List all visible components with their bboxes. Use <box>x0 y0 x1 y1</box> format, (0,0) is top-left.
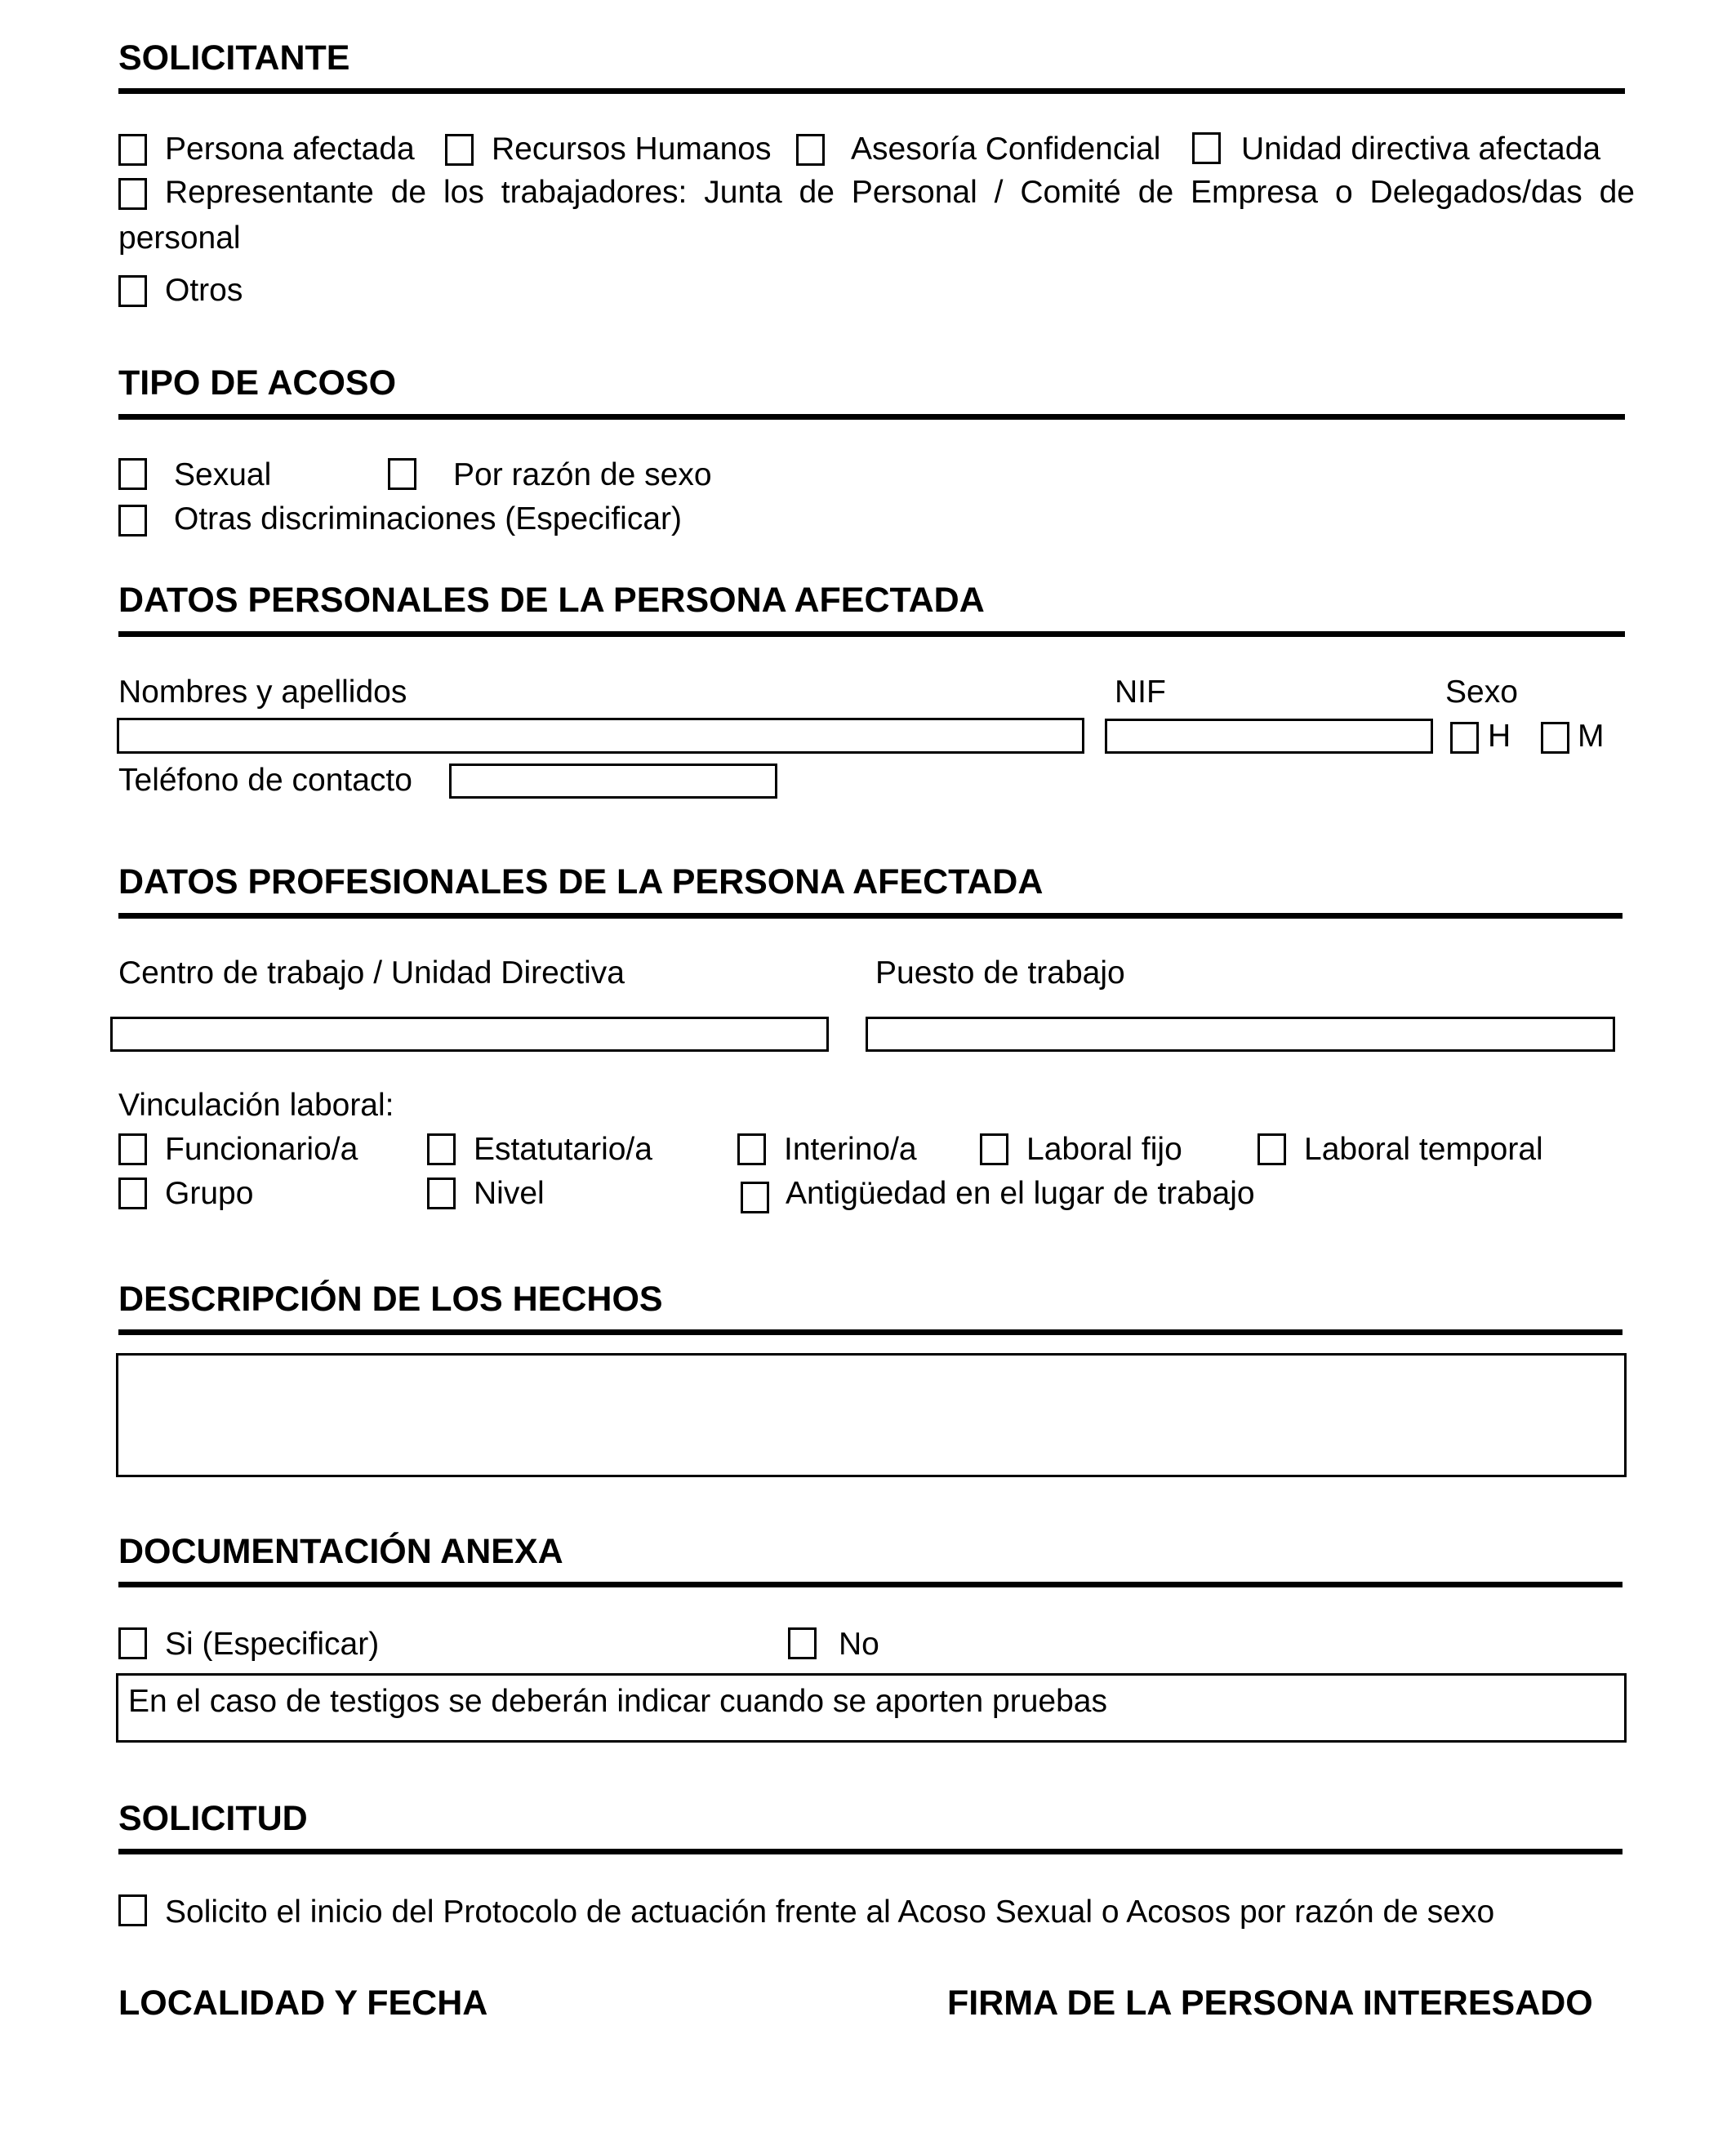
localidad-fecha-heading: LOCALIDAD Y FECHA <box>118 1983 488 2023</box>
section-heading-solicitante: SOLICITANTE <box>118 38 350 78</box>
section-heading-documentacion: DOCUMENTACIÓN ANEXA <box>118 1532 563 1571</box>
label-unidad-directiva: Unidad directiva afectada <box>1241 131 1601 167</box>
label-asesoria-confidencial: Asesoría Confidencial <box>851 131 1161 167</box>
label-puesto-trabajo: Puesto de trabajo <box>875 955 1125 991</box>
checkbox-sexo-m[interactable] <box>1541 722 1569 754</box>
nombre-field[interactable] <box>117 718 1084 754</box>
checkbox-unidad-directiva[interactable] <box>1192 132 1221 164</box>
section-heading-solicitud: SOLICITUD <box>118 1799 308 1838</box>
label-representante-cont: personal <box>118 220 241 256</box>
label-representante: Representante de los trabajadores: Junta de Personal / Comité de Empresa o Delegados/das de <box>165 175 1635 210</box>
label-documentacion-si: Si (Especificar) <box>165 1627 380 1662</box>
label-centro-trabajo: Centro de trabajo / Unidad Directiva <box>118 955 625 991</box>
label-sexo: Sexo <box>1445 674 1518 710</box>
label-nivel: Nivel <box>474 1176 545 1211</box>
label-estatutario: Estatutario/a <box>474 1132 652 1167</box>
puesto-trabajo-field[interactable] <box>866 1017 1615 1052</box>
section-heading-tipo-acoso: TIPO DE ACOSO <box>118 363 397 403</box>
nif-field[interactable] <box>1105 719 1433 754</box>
checkbox-documentacion-si[interactable] <box>118 1627 147 1659</box>
label-telefono: Teléfono de contacto <box>118 763 412 798</box>
checkbox-laboral-fijo[interactable] <box>980 1133 1008 1165</box>
label-nombre: Nombres y apellidos <box>118 674 407 710</box>
label-persona-afectada: Persona afectada <box>165 131 415 167</box>
checkbox-solicitud[interactable] <box>118 1894 147 1926</box>
section-rule <box>118 414 1625 420</box>
checkbox-asesoria-confidencial[interactable] <box>796 134 825 166</box>
section-rule <box>118 1849 1622 1854</box>
checkbox-laboral-temporal[interactable] <box>1257 1133 1286 1165</box>
label-recursos-humanos: Recursos Humanos <box>492 131 772 167</box>
checkbox-estatutario[interactable] <box>427 1133 456 1165</box>
firma-heading: FIRMA DE LA PERSONA INTERESADO <box>947 1983 1593 2023</box>
label-sexual: Sexual <box>174 457 272 492</box>
descripcion-textarea[interactable] <box>116 1353 1627 1477</box>
label-vinculacion: Vinculación laboral: <box>118 1088 394 1123</box>
section-rule <box>118 1582 1622 1587</box>
label-razon-sexo: Por razón de sexo <box>453 457 712 492</box>
checkbox-razon-sexo[interactable] <box>388 458 416 490</box>
checkbox-documentacion-no[interactable] <box>788 1627 817 1659</box>
section-heading-descripcion: DESCRIPCIÓN DE LOS HECHOS <box>118 1280 663 1319</box>
label-nif: NIF <box>1115 674 1166 710</box>
checkbox-funcionario[interactable] <box>118 1133 147 1165</box>
checkbox-antiguedad[interactable] <box>741 1182 769 1213</box>
label-laboral-temporal: Laboral temporal <box>1304 1132 1543 1167</box>
checkbox-nivel[interactable] <box>427 1178 456 1209</box>
label-solicitud: Solicito el inicio del Protocolo de actuación frente al Acoso Sexual o Acosos por razón de sexo <box>165 1894 1495 1930</box>
section-heading-datos-profesionales: DATOS PROFESIONALES DE LA PERSONA AFECTADA <box>118 862 1044 902</box>
label-documentacion-no: No <box>839 1627 879 1662</box>
label-laboral-fijo: Laboral fijo <box>1026 1132 1182 1167</box>
checkbox-sexo-h[interactable] <box>1450 722 1479 754</box>
checkbox-persona-afectada[interactable] <box>118 134 147 166</box>
label-otras-discriminaciones: Otras discriminaciones (Especificar) <box>174 501 683 536</box>
checkbox-interino[interactable] <box>737 1133 766 1165</box>
section-heading-datos-personales: DATOS PERSONALES DE LA PERSONA AFECTADA <box>118 581 985 620</box>
label-grupo: Grupo <box>165 1176 254 1211</box>
label-interino: Interino/a <box>784 1132 917 1167</box>
checkbox-representante[interactable] <box>118 178 147 210</box>
checkbox-otros[interactable] <box>118 275 147 307</box>
label-sexo-m: M <box>1578 719 1605 754</box>
label-otros: Otros <box>165 273 243 308</box>
section-rule <box>118 913 1622 919</box>
checkbox-sexual[interactable] <box>118 458 147 490</box>
telefono-field[interactable] <box>449 764 777 799</box>
centro-trabajo-field[interactable] <box>110 1017 829 1052</box>
section-rule <box>118 88 1625 94</box>
label-sexo-h: H <box>1488 719 1511 754</box>
checkbox-grupo[interactable] <box>118 1178 147 1209</box>
label-antiguedad: Antigüedad en el lugar de trabajo <box>786 1176 1255 1211</box>
checkbox-recursos-humanos[interactable] <box>445 134 474 166</box>
label-funcionario: Funcionario/a <box>165 1132 358 1167</box>
documentacion-note: En el caso de testigos se deberán indicar cuando se aporten pruebas <box>128 1684 1107 1719</box>
section-rule <box>118 631 1625 637</box>
documentacion-note-box[interactable] <box>116 1673 1627 1743</box>
section-rule <box>118 1329 1622 1335</box>
checkbox-otras-discriminaciones[interactable] <box>118 505 147 536</box>
